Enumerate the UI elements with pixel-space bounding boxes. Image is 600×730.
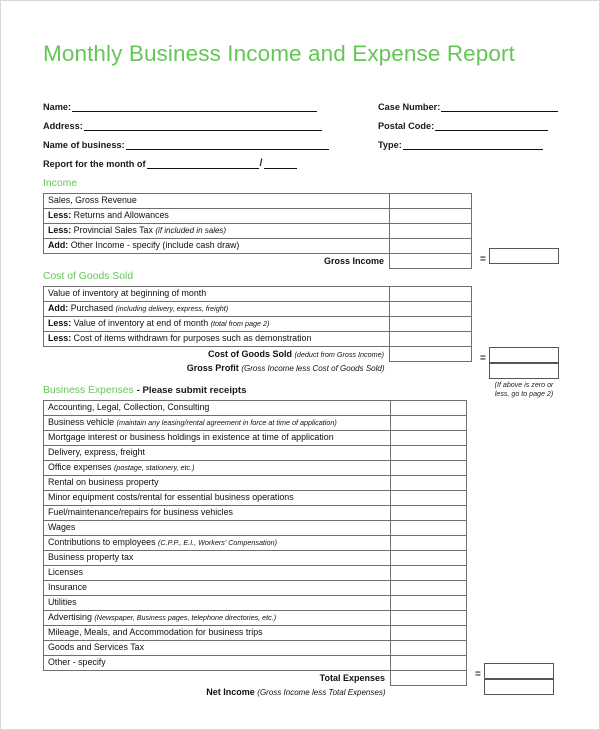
expense-row-amount-6[interactable] xyxy=(391,491,467,506)
expense-row-text-7: Fuel/maintenance/repairs for business vehicles xyxy=(48,507,233,518)
field-row-month xyxy=(43,154,561,173)
expense-row-text-3: Delivery, express, freight xyxy=(48,447,145,458)
case-number-field[interactable] xyxy=(378,102,558,112)
gross-profit-note: (Gross Income less Cost of Goods Sold) xyxy=(241,364,385,374)
gross-income-result-box[interactable] xyxy=(489,248,559,264)
income-row-prefix-2: Less: xyxy=(48,225,72,236)
table-row xyxy=(44,581,467,596)
table-row xyxy=(44,566,467,581)
expense-row-label-9 xyxy=(44,536,391,551)
report-year-input-rule[interactable] xyxy=(264,159,297,169)
income-row-amount-0[interactable] xyxy=(390,194,472,209)
expense-row-text-6: Minor equipment costs/rental for essential business operations xyxy=(48,492,294,503)
income-row-label-3 xyxy=(44,239,390,254)
table-row xyxy=(44,476,467,491)
expense-row-amount-4[interactable] xyxy=(391,461,467,476)
expense-row-amount-14[interactable] xyxy=(391,611,467,626)
expense-row-amount-16[interactable] xyxy=(391,641,467,656)
income-heading-text: Income xyxy=(43,178,78,189)
expenses-heading xyxy=(43,385,246,396)
income-row-amount-2[interactable] xyxy=(390,224,472,239)
cogs-total-row xyxy=(44,347,472,362)
gross-profit-footnote-line1: (If above is zero or xyxy=(494,381,554,389)
table-row xyxy=(44,461,467,476)
income-row-amount-1[interactable] xyxy=(390,209,472,224)
expense-row-amount-10[interactable] xyxy=(391,551,467,566)
expense-row-text-15: Mileage, Meals, and Accommodation for business trips xyxy=(48,627,263,638)
income-table xyxy=(43,193,472,269)
gross-profit-row xyxy=(44,362,472,377)
table-row xyxy=(44,332,472,347)
table-row xyxy=(44,626,467,641)
income-row-prefix-3: Add: xyxy=(48,240,69,251)
cogs-row-note-1: (including delivery, express, freight) xyxy=(115,304,229,314)
gross-profit-footnote xyxy=(489,381,559,399)
expense-row-text-16: Goods and Services Tax xyxy=(48,642,145,653)
expense-row-label-15 xyxy=(44,626,391,641)
table-row xyxy=(44,611,467,626)
case-number-label: Case Number: xyxy=(378,102,441,112)
net-income-label xyxy=(44,686,391,701)
expense-row-amount-11[interactable] xyxy=(391,566,467,581)
postal-code-label: Postal Code: xyxy=(378,121,435,131)
expense-row-note-1: (maintain any leasing/rental agreement in force at time of application) xyxy=(116,418,337,428)
report-month-label: Report for the month of xyxy=(43,159,146,169)
expense-row-label-7 xyxy=(44,506,391,521)
expenses-heading-sub: - Please submit receipts xyxy=(136,385,247,396)
cogs-row-prefix-1: Add: xyxy=(48,303,69,314)
total-expenses-amount[interactable] xyxy=(391,671,467,686)
field-row-name xyxy=(43,97,561,116)
income-row-note-2: (if included in sales) xyxy=(155,226,227,236)
total-expenses-result-box[interactable] xyxy=(484,663,554,679)
cogs-row-amount-1[interactable] xyxy=(390,302,472,317)
expense-row-amount-12[interactable] xyxy=(391,581,467,596)
table-row xyxy=(44,491,467,506)
expense-row-amount-0[interactable] xyxy=(391,401,467,416)
gross-income-amount[interactable] xyxy=(390,254,472,269)
page-content xyxy=(43,1,561,730)
cogs-row-note-2: (total from page 2) xyxy=(210,319,270,329)
business-name-field[interactable] xyxy=(43,140,329,150)
postal-code-field[interactable] xyxy=(378,121,548,131)
expense-row-label-14 xyxy=(44,611,391,626)
total-expenses-label xyxy=(44,671,391,686)
expense-row-label-2 xyxy=(44,431,391,446)
table-row xyxy=(44,401,467,416)
table-row xyxy=(44,506,467,521)
net-income-note: (Gross Income less Total Expenses) xyxy=(257,688,386,698)
expense-row-note-14: (Newspaper, Business pages, telephone directories, etc.) xyxy=(94,613,277,623)
table-row xyxy=(44,287,472,302)
expense-row-amount-3[interactable] xyxy=(391,446,467,461)
address-field[interactable] xyxy=(43,121,322,131)
income-row-text-0: Sales, Gross Revenue xyxy=(48,195,137,206)
cogs-total-label xyxy=(44,347,390,362)
business-name-input-rule[interactable] xyxy=(126,140,329,150)
type-field[interactable] xyxy=(378,140,543,150)
expense-row-label-12 xyxy=(44,581,391,596)
table-row xyxy=(44,596,467,611)
table-row xyxy=(44,431,467,446)
expense-row-text-13: Utilities xyxy=(48,597,77,608)
income-table-body xyxy=(44,194,472,269)
income-row-label-0 xyxy=(44,194,390,209)
table-row xyxy=(44,209,472,224)
expense-row-text-4: Office expenses xyxy=(48,462,112,473)
cogs-row-text-0: Value of inventory at beginning of month xyxy=(48,288,207,299)
table-row xyxy=(44,194,472,209)
expense-row-label-3 xyxy=(44,446,391,461)
gross-income-label xyxy=(44,254,390,269)
header-fields xyxy=(43,97,561,173)
gross-profit-label-text: Gross Profit xyxy=(186,363,239,374)
expense-row-note-9: (C.P.P., E.I., Workers' Compensation) xyxy=(158,538,277,548)
income-row-text-1: Returns and Allowances xyxy=(73,210,169,221)
expense-row-label-17 xyxy=(44,656,391,671)
expense-row-label-6 xyxy=(44,491,391,506)
cogs-row-label-0 xyxy=(44,287,390,302)
cogs-row-amount-0[interactable] xyxy=(390,287,472,302)
cogs-table-body xyxy=(44,287,472,377)
table-row xyxy=(44,317,472,332)
case-number-input-rule[interactable] xyxy=(441,102,558,112)
postal-code-input-rule[interactable] xyxy=(435,121,548,131)
expense-row-amount-7[interactable] xyxy=(391,506,467,521)
income-heading xyxy=(43,178,77,189)
income-row-text-2: Provincial Sales Tax xyxy=(73,225,153,236)
expenses-heading-text: Business Expenses xyxy=(43,385,134,396)
expenses-table xyxy=(43,400,467,700)
table-row xyxy=(44,302,472,317)
expense-row-text-10: Business property tax xyxy=(48,552,134,563)
type-label: Type: xyxy=(378,140,402,150)
expense-row-text-0: Accounting, Legal, Collection, Consulting xyxy=(48,402,210,413)
expense-row-label-11 xyxy=(44,566,391,581)
expense-row-amount-17[interactable] xyxy=(391,656,467,671)
table-row xyxy=(44,536,467,551)
address-label: Address: xyxy=(43,121,83,131)
cogs-equals-sign: = xyxy=(480,353,486,364)
cogs-heading xyxy=(43,271,133,282)
cogs-total-amount[interactable] xyxy=(390,347,472,362)
expense-row-text-17: Other - specify xyxy=(48,657,106,668)
expense-row-amount-9[interactable] xyxy=(391,536,467,551)
expenses-total-row xyxy=(44,671,467,686)
report-month-field[interactable] xyxy=(43,158,297,169)
expenses-equals-sign: = xyxy=(475,669,481,680)
expense-row-amount-15[interactable] xyxy=(391,626,467,641)
gross-profit-spacer xyxy=(390,362,472,377)
expense-row-label-5 xyxy=(44,476,391,491)
name-input-rule[interactable] xyxy=(72,102,317,112)
gross-profit-result-box[interactable] xyxy=(489,363,559,379)
expense-row-amount-2[interactable] xyxy=(391,431,467,446)
cogs-row-text-3: Cost of items withdrawn for purposes such as demonstration xyxy=(73,333,312,344)
expense-row-text-8: Wages xyxy=(48,522,76,533)
cogs-row-text-1: Purchased xyxy=(70,303,114,314)
name-field[interactable] xyxy=(43,102,317,112)
expense-row-label-10 xyxy=(44,551,391,566)
cogs-row-amount-2[interactable] xyxy=(390,317,472,332)
table-row xyxy=(44,416,467,431)
type-input-rule[interactable] xyxy=(403,140,543,150)
table-row xyxy=(44,446,467,461)
cogs-row-label-2 xyxy=(44,317,390,332)
net-income-result-box[interactable] xyxy=(484,679,554,695)
table-row xyxy=(44,551,467,566)
income-row-label-1 xyxy=(44,209,390,224)
cogs-heading-text: Cost of Goods Sold xyxy=(43,271,134,282)
cogs-row-prefix-2: Less: xyxy=(48,318,72,329)
expense-row-label-1 xyxy=(44,416,391,431)
field-row-address xyxy=(43,116,561,135)
expense-row-label-13 xyxy=(44,596,391,611)
expense-row-label-16 xyxy=(44,641,391,656)
income-row-label-2 xyxy=(44,224,390,239)
gross-profit-label xyxy=(44,362,390,377)
field-row-business-name xyxy=(43,135,561,154)
income-row-amount-3[interactable] xyxy=(390,239,472,254)
income-row-prefix-1: Less: xyxy=(48,210,72,221)
cogs-row-prefix-3: Less: xyxy=(48,333,72,344)
expense-row-text-12: Insurance xyxy=(48,582,87,593)
address-input-rule[interactable] xyxy=(84,121,322,131)
expense-row-text-9: Contributions to employees xyxy=(48,537,156,548)
net-income-spacer xyxy=(391,686,467,701)
expenses-table-body xyxy=(44,401,467,701)
business-name-label: Name of business: xyxy=(43,140,125,150)
cogs-row-label-3 xyxy=(44,332,390,347)
cogs-table xyxy=(43,286,472,376)
report-month-input-rule[interactable] xyxy=(147,159,259,169)
gross-profit-footnote-line2: less, go to page 2) xyxy=(494,389,554,398)
expense-row-amount-8[interactable] xyxy=(391,521,467,536)
gross-income-label-text: Gross Income xyxy=(323,255,384,266)
expense-row-text-11: Licenses xyxy=(48,567,84,578)
expense-row-text-2: Mortgage interest or business holdings in existence at time of application xyxy=(48,432,334,443)
cogs-row-label-1 xyxy=(44,302,390,317)
cogs-row-amount-3[interactable] xyxy=(390,332,472,347)
cogs-total-label-text: Cost of Goods Sold xyxy=(208,348,292,359)
name-label: Name: xyxy=(43,102,72,112)
expense-row-amount-1[interactable] xyxy=(391,416,467,431)
expense-row-amount-13[interactable] xyxy=(391,596,467,611)
income-row-text-3: Other Income - specify (include cash draw) xyxy=(70,240,240,251)
table-row xyxy=(44,656,467,671)
expense-row-label-0 xyxy=(44,401,391,416)
page-title: Monthly Business Income and Expense Report xyxy=(43,41,515,66)
expense-row-amount-5[interactable] xyxy=(391,476,467,491)
expense-row-label-4 xyxy=(44,461,391,476)
table-row xyxy=(44,521,467,536)
income-equals-sign: = xyxy=(480,254,486,265)
expense-row-label-8 xyxy=(44,521,391,536)
net-income-label-text: Net Income xyxy=(206,687,255,698)
expense-row-text-14: Advertising xyxy=(48,612,92,623)
table-row xyxy=(44,239,472,254)
expense-row-note-4: (postage, stationery, etc.) xyxy=(113,463,195,473)
expense-row-text-1: Business vehicle xyxy=(48,417,115,428)
income-total-row xyxy=(44,254,472,269)
cogs-total-note: (deduct from Gross Income) xyxy=(294,349,384,359)
total-expenses-label-text: Total Expenses xyxy=(319,672,385,683)
cogs-row-text-2: Value of inventory at end of month xyxy=(73,318,209,329)
cogs-result-box[interactable] xyxy=(489,347,559,363)
expense-row-text-5: Rental on business property xyxy=(48,477,159,488)
table-row xyxy=(44,224,472,239)
net-income-row xyxy=(44,686,467,701)
table-row xyxy=(44,641,467,656)
month-year-separator: / xyxy=(259,158,263,169)
